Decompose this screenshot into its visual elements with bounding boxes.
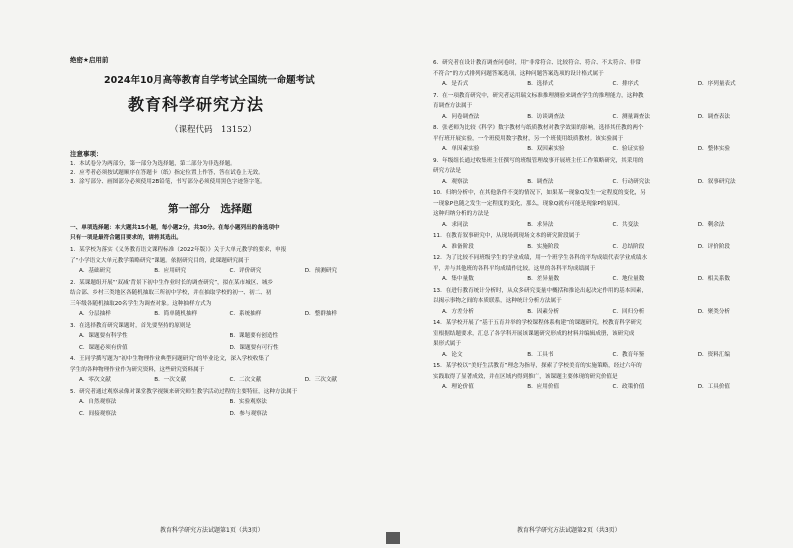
answer-option: B．双因素实验 xyxy=(527,146,565,152)
scan-binding-mark xyxy=(386,532,400,544)
exam-page-2 xyxy=(397,0,793,548)
course-code: （课程代码 13152） xyxy=(170,125,257,135)
answer-option: C．验证实验 xyxy=(612,146,645,152)
question-stem: 实践取得了显著成效，并在区域内得到推广，该课题主要体现的研究价值是 xyxy=(433,373,618,380)
answer-option: A．求同法 xyxy=(442,221,469,228)
question-item xyxy=(70,387,380,420)
answer-option: B．简单随机抽样 xyxy=(154,311,198,317)
exam-title: 2024年10月高等教育自学考试全国统一命题考试 xyxy=(104,75,315,86)
answer-option: B．实验观察法 xyxy=(229,399,267,405)
page-footer: 教育科学研究方法试题第1页（共3页） xyxy=(160,527,264,534)
answer-option: C．共变法 xyxy=(612,221,639,228)
answer-option: B．因素分析 xyxy=(527,308,560,315)
question-stem: 13．在进行教育统计分析时，从众多研究变量中概括和推论出起决定作用的基本因素， xyxy=(433,287,648,294)
option-row xyxy=(433,242,783,253)
question-stem: 平行班开展实验，一个班使用数字教材，另一个班使用纸质教材。该实验属于 xyxy=(433,135,624,142)
note-item: 2．应考者必须按试题顺序在答题卡（纸）指定位置上作答，答在试卷上无效。 xyxy=(70,170,264,176)
section-instructions xyxy=(70,224,380,243)
section-instructions-line: 只有一项是最符合题目要求的，请将其选出。 xyxy=(70,234,182,241)
answer-option: C．间接观察法 xyxy=(79,410,117,417)
confidential-label: 绝密★启用前 xyxy=(70,56,109,64)
answer-option: D．调查表法 xyxy=(697,113,731,120)
question-stem: 研究方法是 xyxy=(433,168,461,174)
question-stem: 这种归纳分析的方法是 xyxy=(433,211,489,217)
answer-option: C．教育年鉴 xyxy=(612,351,645,358)
option-row xyxy=(433,112,783,123)
question-stem: 6．研究者在设计教育调查问卷时，用“非常符合、比较符合、符合、不太符合、非常 xyxy=(433,60,641,66)
page-footer: 教育科学研究方法试题第2页（共3页） xyxy=(517,527,621,534)
part-title: 第一部分 选择题 xyxy=(168,203,252,215)
option-row xyxy=(433,144,783,155)
question-stem: 10．归纳分析中，在其他条件不变的情况下，如果某一现象Q发生一定程度的变化，另 xyxy=(433,190,646,196)
answer-option: A．单因素实验 xyxy=(442,146,480,152)
question-item xyxy=(433,188,783,230)
answer-option: D．序列量表式 xyxy=(697,81,736,87)
option-row xyxy=(433,220,783,231)
question-stem: 以揭示事物之间的本质联系，这种统计分析方法属于 xyxy=(433,298,562,304)
answer-option: B．访谈调查法 xyxy=(527,113,565,120)
question-stem: 学生的各种物理作业作为研究资料，这些研究资料属于 xyxy=(70,366,205,373)
question-item xyxy=(433,156,783,188)
question-stem: 1．某学校为落实《义务教育语文课程标准（2022年版）》关于大单元教学的要求，申报 xyxy=(70,247,287,253)
subject-title: 教育科学研究方法 xyxy=(128,95,265,114)
answer-option: A．分层抽样 xyxy=(79,311,111,317)
answer-option: C．行动研究法 xyxy=(612,178,650,185)
answer-option: D．课题要有可行性 xyxy=(229,344,279,351)
answer-option: D．参与观察法 xyxy=(229,410,268,417)
answer-option: B．一次文献 xyxy=(154,377,187,383)
option-row xyxy=(433,274,783,285)
answer-option: D．相关系数 xyxy=(697,276,731,282)
option-row xyxy=(70,266,380,277)
section-instructions-line: 一、单项选择题：本大题共15小题，每小题2分，共30分。在每小题列出的备选项中 xyxy=(70,225,280,231)
notes-title: 注意事项： xyxy=(70,150,103,158)
answer-option: C．回归分析 xyxy=(612,308,645,315)
question-stem: 5．研究者通过观察录像对课堂教学视频来研究师生教学活动过程的主要特征，这种方法属于 xyxy=(70,388,298,395)
question-stem: 一现象P也随之发生一定程度的变化，那么，现象Q就有可能是现象P的原因。 xyxy=(433,200,624,207)
answer-option: A．是否式 xyxy=(442,81,469,87)
question-stem: 平，并与其他班的各科平均成绩作比较。这里的各科平均成绩属于 xyxy=(433,265,596,272)
answer-option: D．评价阶段 xyxy=(697,243,731,250)
question-item xyxy=(70,245,380,277)
answer-option: B．调查法 xyxy=(527,178,554,185)
question-item xyxy=(70,278,380,320)
question-list xyxy=(70,245,380,419)
answer-option: A．集中量数 xyxy=(442,276,474,282)
answer-option: A．自然观察法 xyxy=(79,399,117,405)
note-item: 3．涂写部分、画图部分必须使用2B铅笔，书写部分必须使用黑色字迹签字笔。 xyxy=(70,179,266,185)
answer-option: C．排序式 xyxy=(612,81,639,87)
question-item xyxy=(433,318,783,360)
answer-option: B．差异量数 xyxy=(527,276,560,282)
question-stem: 15．某学校以“美好生活教育”理念为指导，探索了学校美育的实施策略，经过六年的 xyxy=(433,363,642,369)
question-stem: 11．在教育叙事研究中，从现场到现场文本的研究阶段属于 xyxy=(433,233,580,239)
answer-option: C．政策价值 xyxy=(612,384,645,390)
option-row xyxy=(70,397,380,408)
answer-option: D．整群抽样 xyxy=(304,311,338,317)
question-stem: 2．某课题组开展“‘双减’背景下初中生作业时长的调查研究”，拟在某市城区、城乡 xyxy=(70,279,274,286)
answer-option: D．聚类分析 xyxy=(697,308,731,315)
answer-option: C．总结阶段 xyxy=(612,243,645,250)
question-stem: 4．王同学撰写题为“初中生物理作业典型问题研究”的毕业论文，深入学校收集了 xyxy=(70,356,270,362)
answer-option: D．整体实验 xyxy=(697,146,731,152)
answer-option: D．三次文献 xyxy=(304,377,338,383)
option-row xyxy=(433,382,783,393)
question-stem: 不符合”的方式排列问题答案选项，这种问题答案选项的设计格式属于 xyxy=(433,70,604,77)
question-stem: 7．在一项教育研究中，研究者运用瑞文标准推理测验来调查学生的推理能力，这种教 xyxy=(433,92,644,99)
answer-option: C．二次文献 xyxy=(229,377,262,383)
question-item xyxy=(70,354,380,386)
question-list xyxy=(433,58,783,393)
question-item xyxy=(433,286,783,318)
question-item xyxy=(433,58,783,90)
question-item xyxy=(433,253,783,285)
answer-option: B．应用价值 xyxy=(527,384,560,390)
answer-option: A．观察法 xyxy=(442,178,469,185)
option-row xyxy=(433,350,783,361)
answer-option: A．准备阶段 xyxy=(442,243,474,250)
answer-option: B．选择式 xyxy=(527,81,554,87)
answer-option: A．问卷调查法 xyxy=(442,113,480,120)
question-item xyxy=(433,361,783,393)
answer-option: A．基础研究 xyxy=(79,268,111,274)
option-row xyxy=(70,409,380,420)
question-stem: 3．在选择教育研究课题时，首先要坚持的原则是 xyxy=(70,322,192,329)
answer-option: D．资料汇编 xyxy=(697,351,731,358)
option-row xyxy=(70,343,380,354)
question-stem: 三年级各随机抽取20名学生为调查对象。这种抽样方式为 xyxy=(70,300,212,307)
question-stem: 了“小学语文大单元教学策略研究”课题。依据研究目的，此课题研究属于 xyxy=(70,257,250,264)
option-row xyxy=(70,331,380,342)
answer-option: C．课题必须有价值 xyxy=(79,344,128,351)
option-row xyxy=(70,375,380,386)
exam-page-1 xyxy=(0,0,396,548)
question-stem: 12．为了比较不同班级学生的学业成绩，用一个班学生各科的平均成绩代表学业成绩水 xyxy=(433,255,648,261)
option-row xyxy=(433,177,783,188)
answer-option: C．系统抽样 xyxy=(229,311,262,317)
answer-option: A．零次文献 xyxy=(79,377,111,383)
question-item xyxy=(433,91,783,123)
answer-option: B．实施阶段 xyxy=(527,243,560,250)
answer-option: A．方差分析 xyxy=(442,308,474,315)
answer-option: A．课题要有科学性 xyxy=(79,333,128,339)
answer-option: C．地位量数 xyxy=(612,276,645,282)
question-stem: 果形式属于 xyxy=(433,341,461,347)
option-row xyxy=(70,309,380,320)
question-stem: 室根据结题要求，汇总了各学科开展该课题研究形成的材料并编辑成册，该研究成 xyxy=(433,330,635,337)
question-item xyxy=(433,231,783,252)
question-stem: 8．张老师为比较《科学》数字教材与纸质教材对教学效果的影响，选择其任教的两个 xyxy=(433,125,644,131)
answer-option: B．应用研究 xyxy=(154,268,187,274)
question-item xyxy=(70,321,380,354)
question-stem: 结合部、乡村三类地区各随机抽取三所初中学校，并在抽取学校的初一、初二、初 xyxy=(70,290,272,296)
answer-option: C．评价研究 xyxy=(229,268,262,274)
answer-option: B．求异法 xyxy=(527,221,554,228)
answer-option: A．论文 xyxy=(442,351,463,358)
answer-option: D．预测研究 xyxy=(304,268,338,274)
answer-option: B．课题要有创造性 xyxy=(229,333,279,339)
question-stem: 9．年级组长通过收集班主任撰写的班级管理故事开展班主任工作策略研究，其采用的 xyxy=(433,157,644,164)
answer-option: D．叙事研究法 xyxy=(697,178,736,185)
question-stem: 育调查方法属于 xyxy=(433,103,473,109)
option-row xyxy=(433,307,783,318)
answer-option: A．理论价值 xyxy=(442,384,474,390)
answer-option: C．测量调查法 xyxy=(612,113,650,120)
question-stem: 14．某学校开展了“基于五育并举的学校课程体系构建”的课题研究，校教育科学研究 xyxy=(433,320,642,326)
option-row xyxy=(433,79,783,90)
note-item: 1．本试卷分为两部分，第一部分为选择题，第二部分为非选择题。 xyxy=(70,161,236,167)
answer-option: D．工具价值 xyxy=(697,384,731,390)
answer-option: B．工具书 xyxy=(527,351,554,358)
question-item xyxy=(433,123,783,155)
answer-option: D．剩余法 xyxy=(697,221,725,228)
